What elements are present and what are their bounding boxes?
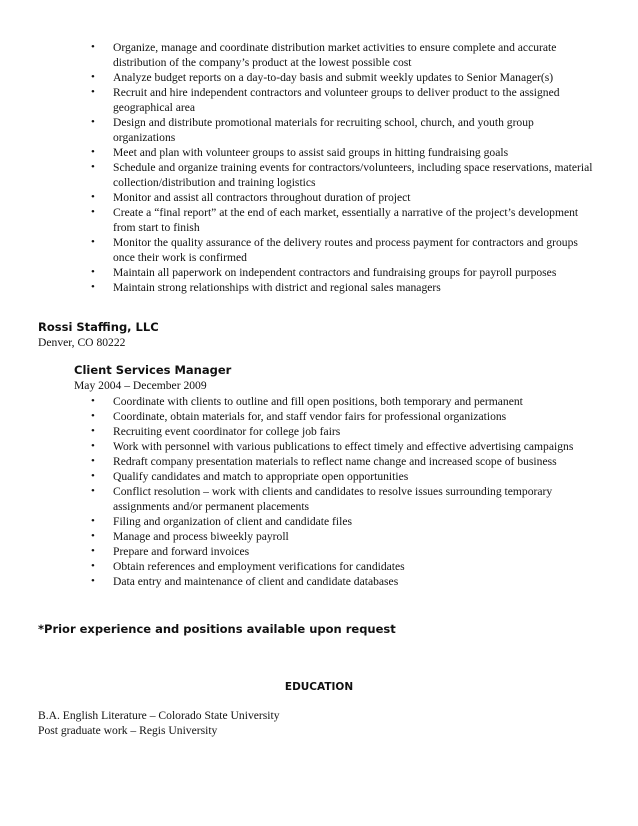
employer-name: Rossi Staffing, LLC (38, 320, 159, 334)
list-item: • Conflict resolution – work with clients and candidates to resolve issues surrounding temporary assignments and/or permanent placements (113, 484, 598, 514)
list-item: • Maintain all paperwork on independent contractors and fundraising groups for payroll purposes (113, 265, 598, 280)
duties-list (113, 394, 598, 589)
list-item: • Coordinate, obtain materials for, and staff vendor fairs for professional organizations (113, 409, 598, 424)
list-item: • Qualify candidates and match to appropriate open opportunities (113, 469, 598, 484)
list-item: • Schedule and organize training events for contractors/volunteers, including space reservations, material collection/distribution and training logistics (113, 160, 598, 190)
education-entry: Post graduate work – Regis University (38, 724, 218, 737)
list-item: • Create a “final report” at the end of each market, essentially a narrative of the project’s development from start to finish (113, 205, 598, 235)
list-item: • Monitor the quality assurance of the delivery routes and process payment for contractors and groups once their work is confirmed (113, 235, 598, 265)
list-item: • Filing and organization of client and candidate files (113, 514, 598, 529)
list-item: • Recruiting event coordinator for college job fairs (113, 424, 598, 439)
list-item: • Analyze budget reports on a day-to-day basis and submit weekly updates to Senior Manager(s) (113, 70, 598, 85)
list-item: • Obtain references and employment verifications for candidates (113, 559, 598, 574)
employer-location: Denver, CO 80222 (38, 336, 126, 349)
list-item: • Meet and plan with volunteer groups to assist said groups in hitting fundraising goals (113, 145, 598, 160)
list-item: • Monitor and assist all contractors throughout duration of project (113, 190, 598, 205)
list-item: • Prepare and forward invoices (113, 544, 598, 559)
employment-dates: May 2004 – December 2009 (74, 379, 207, 392)
job-title: Client Services Manager (74, 363, 232, 377)
list-item: • Maintain strong relationships with district and regional sales managers (113, 280, 598, 295)
education-heading: EDUCATION (284, 681, 354, 693)
list-item: • Coordinate with clients to outline and fill open positions, both temporary and permanent (113, 394, 598, 409)
responsibilities-list (113, 40, 598, 295)
list-item: • Design and distribute promotional materials for recruiting school, church, and youth group organizations (113, 115, 598, 145)
list-item: • Organize, manage and coordinate distribution market activities to ensure complete and accurate distribution of the company’s product at the lowest possible cost (113, 40, 598, 70)
list-item: • Data entry and maintenance of client and candidate databases (113, 574, 598, 589)
list-item: • Manage and process biweekly payroll (113, 529, 598, 544)
list-item: • Work with personnel with various publications to effect timely and effective advertising campaigns (113, 439, 598, 454)
list-item: • Recruit and hire independent contractors and volunteer groups to deliver product to the assigned geographical area (113, 85, 598, 115)
education-entry: B.A. English Literature – Colorado State University (38, 709, 280, 722)
prior-experience-note: *Prior experience and positions available upon request (38, 622, 396, 636)
list-item: • Redraft company presentation materials to reflect name change and increased scope of business (113, 454, 598, 469)
